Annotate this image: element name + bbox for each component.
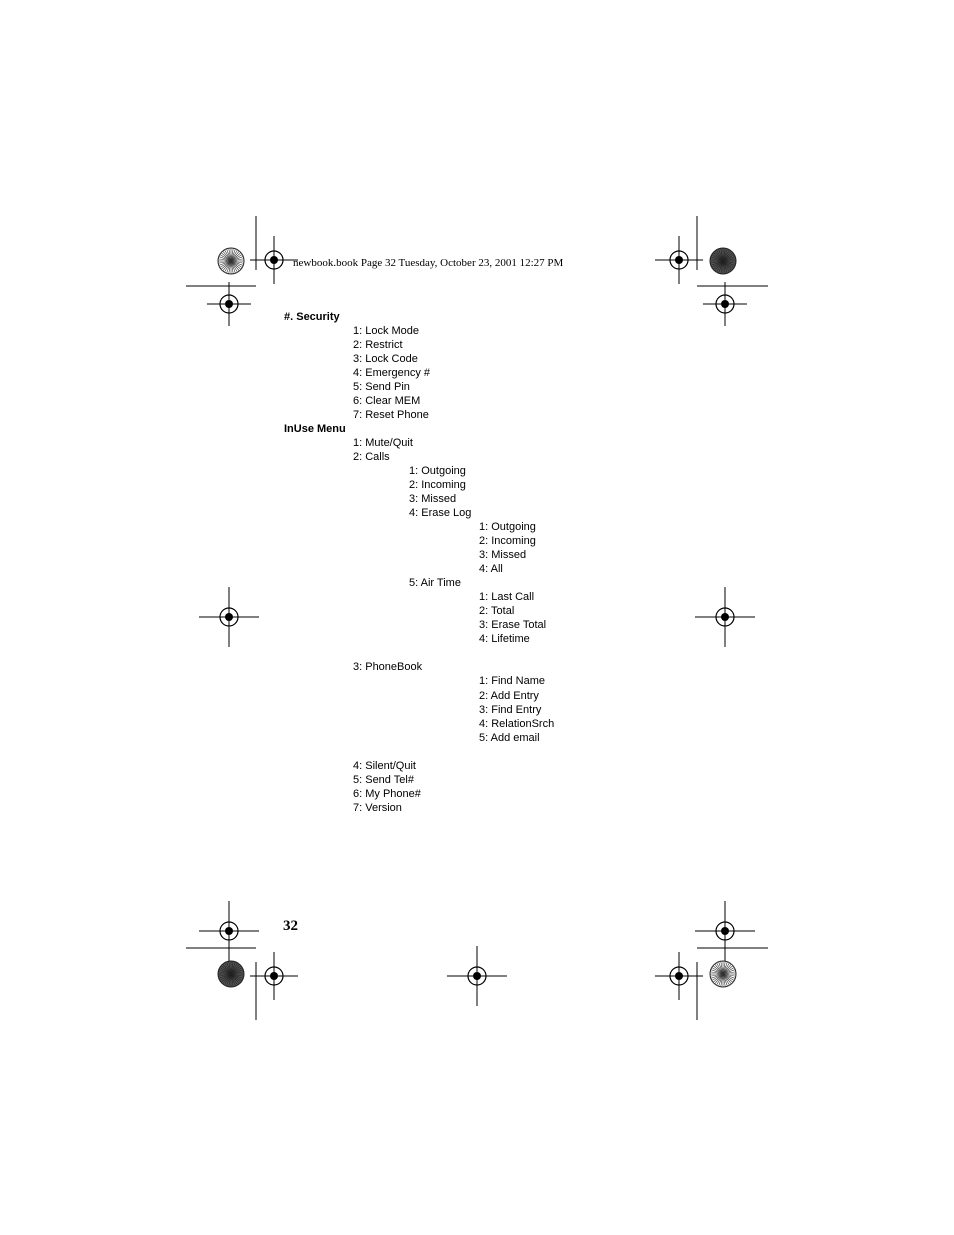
menu-item: 1: Lock Mode xyxy=(353,325,420,337)
registration-dot xyxy=(721,927,729,935)
registration-dot xyxy=(721,613,729,621)
menu-item: 1: Outgoing xyxy=(479,521,536,533)
registration-dot xyxy=(721,300,729,308)
menu-item: 1: Last Call xyxy=(479,591,535,603)
menu-heading: #. Security xyxy=(284,311,340,323)
menu-item: 5: Send Tel# xyxy=(353,774,414,786)
menu-item: 5: Add email xyxy=(479,732,540,744)
menu-item: 6: Clear MEM xyxy=(353,395,421,407)
menu-item: 2: Incoming xyxy=(409,479,466,491)
menu-item: 4: Erase Log xyxy=(409,507,472,519)
menu-item: 4: Lifetime xyxy=(479,633,530,645)
registration-dot xyxy=(675,256,683,264)
menu-item: 1: Find Name xyxy=(479,675,546,687)
menu-item: 4: All xyxy=(479,563,503,575)
registration-dot xyxy=(473,972,481,980)
menu-item: 1: Outgoing xyxy=(409,465,466,477)
menu-item: 7: Version xyxy=(353,802,402,814)
menu-item: 3: Lock Code xyxy=(353,353,418,365)
menu-item: 2: Total xyxy=(479,605,515,617)
registration-dot xyxy=(270,256,278,264)
registration-dot xyxy=(270,972,278,980)
menu-item: 3: Missed xyxy=(409,493,457,505)
slug-line: newbook.book Page 32 Tuesday, October 23, 2001 12:27 PM xyxy=(293,257,564,269)
menu-item: 4: Emergency # xyxy=(353,367,431,379)
menu-item: 2: Incoming xyxy=(479,535,536,547)
menu-item: 5: Send Pin xyxy=(353,381,410,393)
menu-heading: InUse Menu xyxy=(284,423,346,435)
menu-item: 4: RelationSrch xyxy=(479,718,555,730)
menu-item: 3: PhoneBook xyxy=(353,661,423,673)
registration-dot xyxy=(225,300,233,308)
menu-item: 3: Missed xyxy=(479,549,527,561)
menu-item: 3: Find Entry xyxy=(479,704,542,716)
menu-item: 6: My Phone# xyxy=(353,788,421,800)
menu-item: 3: Erase Total xyxy=(479,619,547,631)
menu-item: 5: Air Time xyxy=(409,577,461,589)
menu-item: 2: Add Entry xyxy=(479,690,539,702)
menu-item: 7: Reset Phone xyxy=(353,409,429,421)
menu-item: 1: Mute/Quit xyxy=(353,437,413,449)
menu-item: 4: Silent/Quit xyxy=(353,760,416,772)
page-number: 32 xyxy=(283,918,298,934)
registration-dot xyxy=(675,972,683,980)
registration-dot xyxy=(225,927,233,935)
menu-item: 2: Restrict xyxy=(353,339,403,351)
menu-item: 2: Calls xyxy=(353,451,390,463)
registration-dot xyxy=(225,613,233,621)
